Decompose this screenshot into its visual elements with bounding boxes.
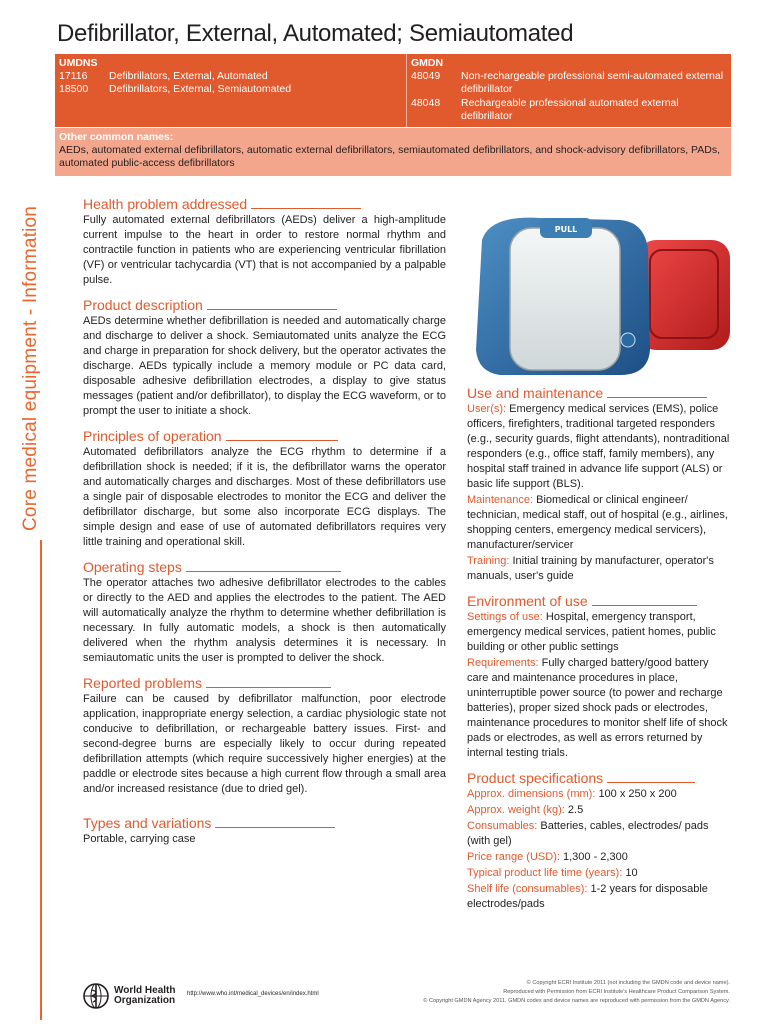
section-heading [83,428,446,444]
section-specs [467,770,732,912]
section-heading [83,815,446,831]
field-value: 10 [625,867,638,879]
section-use [467,385,732,584]
section-title: Reported problems [83,675,203,691]
field-value: Initial training by manufacturer, operator's manuals, user's guide [467,555,714,582]
field-value: Biomedical or clinical engineer/ technician, medical staff, out of hospital (e.g., airlines, shopping centers, emergency medical servicers), manufacturer/servicer [467,494,728,551]
field-label: Typical product life time (years): [467,867,623,879]
left-column [83,196,446,856]
gmdn-row [411,97,727,123]
who-name-line: World Health [114,985,176,996]
copyright-line: Reproduced with Permission from ECRI Institute's Healthcare Product Comparison System. [503,989,730,995]
heading-rule [251,208,361,209]
right-column [467,385,732,921]
heading-rule [607,782,695,783]
heading-rule [226,440,338,441]
section-health [83,196,446,288]
section-title: Health problem addressed [83,196,248,212]
section-body: Portable, carrying case [83,833,196,845]
gmdn-code: 48048 [411,97,441,109]
spec-item [467,787,732,802]
section-title: Principles of operation [83,428,222,444]
section-body: Fully automated external defibrillators (AEDs) deliver a high-amplitude current impulse to the heart in order to restore normal rhythm and contractile function in patients who are experiencing ventricular fibrillation (VF) or ventricular tachycardia (VT) that is not accompanied by a palpable pulse. [83,214,446,286]
use-users [467,402,732,492]
heading-rule [215,827,335,828]
section-heading [467,593,732,609]
gmdn-header: GMDN [411,57,444,69]
env-settings [467,610,732,655]
field-label: Settings of use: [467,611,543,623]
section-operating [83,559,446,666]
umdns-column [55,54,407,127]
field-value: Batteries, cables, electrodes/ pads (with gel) [467,820,709,847]
umdns-row [59,70,402,83]
section-title: Types and variations [83,815,212,831]
field-label: Approx. weight (kg): [467,804,565,816]
umdns-code: 18500 [59,83,89,95]
section-principles [83,428,446,550]
field-label: Shelf life (consumables): [467,883,588,895]
section-heading [83,675,446,691]
heading-rule [186,571,341,572]
section-body: Failure can be caused by defibrillator malfunction, poor electrode application, inappropriate energy selection, a cardiac physiologic state not conducive to defibrillation, or rechargeable battery issues. First- and second-degree burns are especially likely to occur during repeated defibrillation attempts (which require successively higher energies) at the paddle or electrode sites because a high current flow through a small area and/or increased resistance (due to dried gel). [83,693,446,795]
who-name [114,986,175,1006]
field-value: 100 x 250 x 200 [598,788,677,800]
field-label: Requirements: [467,657,539,669]
section-product [83,297,446,419]
env-requirements [467,656,732,761]
umdns-header: UMDNS [59,57,98,69]
umdns-row [59,83,402,96]
electrode-pad-shape [510,228,620,370]
umdns-code: 17116 [59,70,88,82]
field-value: 2.5 [567,804,584,816]
heading-rule [607,397,707,398]
copyright-line: © Copyright GMDN Agency 2011. GMDN codes and device names are reproduced with permission from the GMDN Agency. [423,998,730,1004]
field-value: Emergency medical services (EMS), police officers, firefighters, traditional targeted responders (e.g., security guards, flight attendants), nontraditional responders (e.g., office staff, family members), any hospital staff trained in advance life support (ALS) or basic life support (BLS). [467,403,730,490]
section-heading [83,196,446,212]
field-label: Price range (USD): [467,851,560,863]
section-body: AEDs determine whether defibrillation is needed and automatically charge and discharge to deliver a shock. Semiautomated units analyze the ECG and charge in preparation for shock delivery, but the operator activates the discharge. AEDs typically include a memory module or PC data card, disposable adhesive defibrillation electrodes, a display to give status messages (patient and/or defibrillator), to display the ECG waveform, or to prompt the user to initiate a shock. [83,315,446,417]
field-label: User(s): [467,403,507,415]
spec-item [467,819,732,849]
gmdn-text: Rechargeable professional automated external defibrillator [461,97,679,122]
section-title: Product specifications [467,770,604,786]
copyright-notice [350,979,730,1006]
sidebar-rule [40,540,42,1020]
section-problems [83,675,446,797]
pull-label: PULL [554,225,578,234]
who-logo [82,982,175,1010]
spec-item [467,866,732,881]
other-names-panel [55,128,731,176]
section-environment [467,593,732,761]
field-label: Consumables: [467,820,538,832]
section-body: The operator attaches two adhesive defibrillator electrodes to the cables or directly to the AED and applies the electrodes to the patient. The AED will automatically analyze the rhythm to determine whether defibrillation is necessary. In fully automatic models, a shock is then automatically delivered when the rhythm analysis determines it is necessary. In semiautomatic units the user is prompted to deliver the shock. [83,577,446,664]
field-label: Approx. dimensions (mm): [467,788,596,800]
gmdn-text: Non-rechargeable professional semi-automated external defibrillator [461,70,724,95]
who-name-line: Organization [114,995,176,1006]
spec-item [467,882,732,912]
section-types [83,815,446,847]
section-body: Automated defibrillators analyze the ECG rhythm to determine if a defibrillation shock is needed; if it is, the defibrillator warns the operator and automatically charges and discharges. Most of these defibrillators use a single pair of disposable electrodes to monitor the ECG and deliver the defibrillator discharge, but some also incorporate ECG displays. The simple design and ease of use of automated defibrillators requires very little training and operational skill. [83,446,446,548]
aed-device-image [470,210,735,380]
who-url-link[interactable]: http://www.who.int/medical_devices/en/index.html [187,991,319,997]
section-heading [467,385,732,401]
use-training [467,554,732,584]
copyright-line: © Copyright ECRI Institute 2011 (not including the GMDN code and device name). [526,980,730,986]
umdns-text: Defibrillators, External, Semiautomated [109,83,292,95]
other-names-header: Other common names: [59,131,174,143]
field-value: 1,300 - 2,300 [562,851,628,863]
field-label: Maintenance: [467,494,534,506]
shock-button [621,333,635,347]
section-title: Use and maintenance [467,385,604,401]
spec-item [467,803,732,818]
gmdn-code: 48049 [411,70,441,82]
umdns-text: Defibrillators, External, Automated [109,70,268,82]
gmdn-column [407,54,731,127]
section-heading [83,559,446,575]
field-value: Hospital, emergency transport, emergency medical services, patient homes, public building or other public settings [467,611,716,653]
gmdn-row [411,70,727,96]
section-title: Environment of use [467,593,588,609]
section-title: Product description [83,297,203,313]
other-names-text: AEDs, automated external defibrillators, automatic external defibrillators, semiautomated defibrillators, and shock-advisory defibrillators, PADs, automated public-access defibrillators [59,144,721,169]
who-emblem-icon [82,982,110,1010]
heading-rule [206,687,331,688]
field-value: Fully charged battery/good battery care and maintenance procedures in place, uninterruptible power source (to power and recharge batteries), proper sized shock pads or electrodes, maintenance procedures to monitor shelf life of shock pads or electrodes, as well as errors returned by internal testing trials. [467,657,728,759]
use-maintenance [467,493,732,553]
section-heading [83,297,446,313]
heading-rule [207,309,337,310]
sidebar-label: Core medical equipment - Information [20,205,41,531]
spec-item [467,850,732,865]
field-value: 1-2 years for disposable electrodes/pads [467,883,708,910]
codes-panel [55,54,731,127]
field-label: Training: [467,555,510,567]
section-heading [467,770,732,786]
heading-rule [592,605,697,606]
page-title: Defibrillator, External, Automated; Semiautomated [57,20,574,47]
section-title: Operating steps [83,559,182,575]
